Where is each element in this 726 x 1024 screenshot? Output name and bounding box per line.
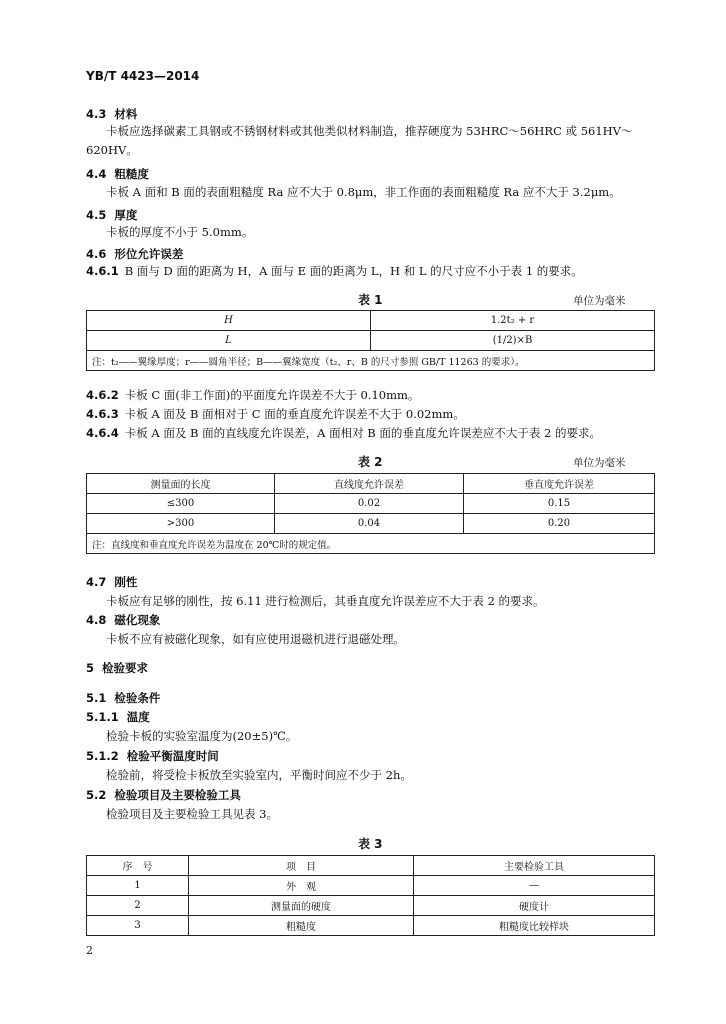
table2-caption: 表 2 [358,455,383,469]
table3-cell: 外 观 [189,876,414,896]
table3-cell: 粗糙度比较样块 [414,916,655,936]
table2-note: 注：直线度和垂直度允许误差为温度在 20℃时的规定值。 [87,534,655,554]
clause-number-4-6-1: 4.6.1 [86,264,119,278]
paragraph-5-1-2: 检验前，将受检卡板放至实验室内，平衡时间应不少于 2h。 [106,768,412,782]
table1-cell: L [87,331,371,351]
table-row [87,331,655,351]
document-code: YB/T 4423—2014 [86,69,200,83]
clause-number-4-6-4: 4.6.4 [86,426,119,440]
heading-4-5: 4.5 厚度 [86,208,138,222]
table-row [87,916,655,936]
table3-header: 主要检验工具 [414,856,655,876]
heading-4-4: 4.4 粗糙度 [86,167,149,181]
table3-header: 序 号 [87,856,189,876]
heading-5-1-1: 5.1.1 温度 [86,710,150,724]
page-number: 2 [86,944,93,957]
paragraph-4-8: 卡板不应有被磁化现象，如有应使用退磁机进行退磁处理。 [106,632,405,646]
table-row [87,514,655,534]
table-row [87,896,655,916]
table-header-row [87,474,655,494]
paragraph-4-7: 卡板应有足够的刚性，按 6.11 进行检测后，其垂直度允许误差应不大于表 2 的要求。 [106,594,545,608]
table1-note: 注：t₂——翼缘厚度；r——圆角半径；B——翼缘宽度（t₂、r、B 的尺寸参照 GB/T 11263 的要求）。 [87,351,655,371]
heading-4-6: 4.6 形位允许误差 [86,247,184,261]
paragraph-5-2: 检验项目及主要检验工具见表 3。 [106,807,278,821]
table1-cell: (1/2)×B [371,331,655,351]
heading-5: 5 检验要求 [86,661,149,675]
table3-cell: 2 [87,896,189,916]
table1-unit: 单位为毫米 [573,295,626,307]
table1-caption: 表 1 [358,293,383,307]
heading-4-7: 4.7 刚性 [86,575,138,589]
table2-cell: ≤300 [87,494,275,514]
table2-unit: 单位为毫米 [573,457,626,469]
table1-cell: 1.2t₂ + r [371,311,655,331]
table2-header: 测量面的长度 [87,474,275,494]
table3-header: 项 目 [189,856,414,876]
paragraph-4-3-line1: 卡板应选择碳素工具钢或不锈钢材料或其他类似材料制造，推荐硬度为 53HRC～56HRC 或 561HV～ [106,124,633,138]
table2 [86,473,655,554]
table3-cell: 硬度计 [414,896,655,916]
paragraph-4-6-2: 4.6.2 卡板 C 面(非工作面)的平面度允许误差不大于 0.10mm。 [86,388,420,402]
table3 [86,855,655,936]
paragraph-5-1-1: 检验卡板的实验室温度为(20±5)℃。 [106,729,298,743]
clause-number-4-6-3: 4.6.3 [86,407,119,421]
table-row [87,351,655,371]
table-row [87,494,655,514]
table2-cell: 0.15 [464,494,655,514]
table3-cell: 1 [87,876,189,896]
table2-header: 垂直度允许误差 [464,474,655,494]
heading-5-1: 5.1 检验条件 [86,691,161,705]
paragraph-4-6-4: 4.6.4 卡板 A 面及 B 面的直线度允许误差，A 面相对 B 面的垂直度允许误差应不大于表 2 的要求。 [86,426,601,440]
table1 [86,310,655,371]
table1-cell: H [87,311,371,331]
paragraph-4-6-1: 4.6.1 B 面与 D 面的距离为 H，A 面与 E 面的距离为 L，H 和 L 的尺寸应不小于表 1 的要求。 [86,264,583,278]
table2-cell: 0.04 [275,514,464,534]
table2-cell: >300 [87,514,275,534]
table2-header: 直线度允许误差 [275,474,464,494]
table2-cell: 0.20 [464,514,655,534]
clause-number-4-6-2: 4.6.2 [86,388,119,402]
paragraph-4-5: 卡板的厚度不小于 5.0mm。 [106,225,254,239]
paragraph-4-3-line2: 620HV。 [86,143,138,157]
heading-5-1-2: 5.1.2 检验平衡温度时间 [86,749,219,763]
table3-caption: 表 3 [358,837,383,851]
table3-cell: 3 [87,916,189,936]
heading-4-8: 4.8 磁化现象 [86,613,161,627]
heading-4-3: 4.3 材料 [86,107,138,121]
paragraph-4-4: 卡板 A 面和 B 面的表面粗糙度 Ra 应不大于 0.8μm，非工作面的表面粗糙度 Ra 应不大于 3.2μm。 [106,185,621,199]
table-row [87,876,655,896]
table-header-row [87,856,655,876]
table3-cell: — [414,876,655,896]
table2-cell: 0.02 [275,494,464,514]
heading-5-2: 5.2 检验项目及主要检验工具 [86,788,241,802]
table-row [87,534,655,554]
table3-cell: 粗糙度 [189,916,414,936]
table3-cell: 测量面的硬度 [189,896,414,916]
paragraph-4-6-3: 4.6.3 卡板 A 面及 B 面相对于 C 面的垂直度允许误差不大于 0.02mm。 [86,407,465,421]
table-row [87,311,655,331]
